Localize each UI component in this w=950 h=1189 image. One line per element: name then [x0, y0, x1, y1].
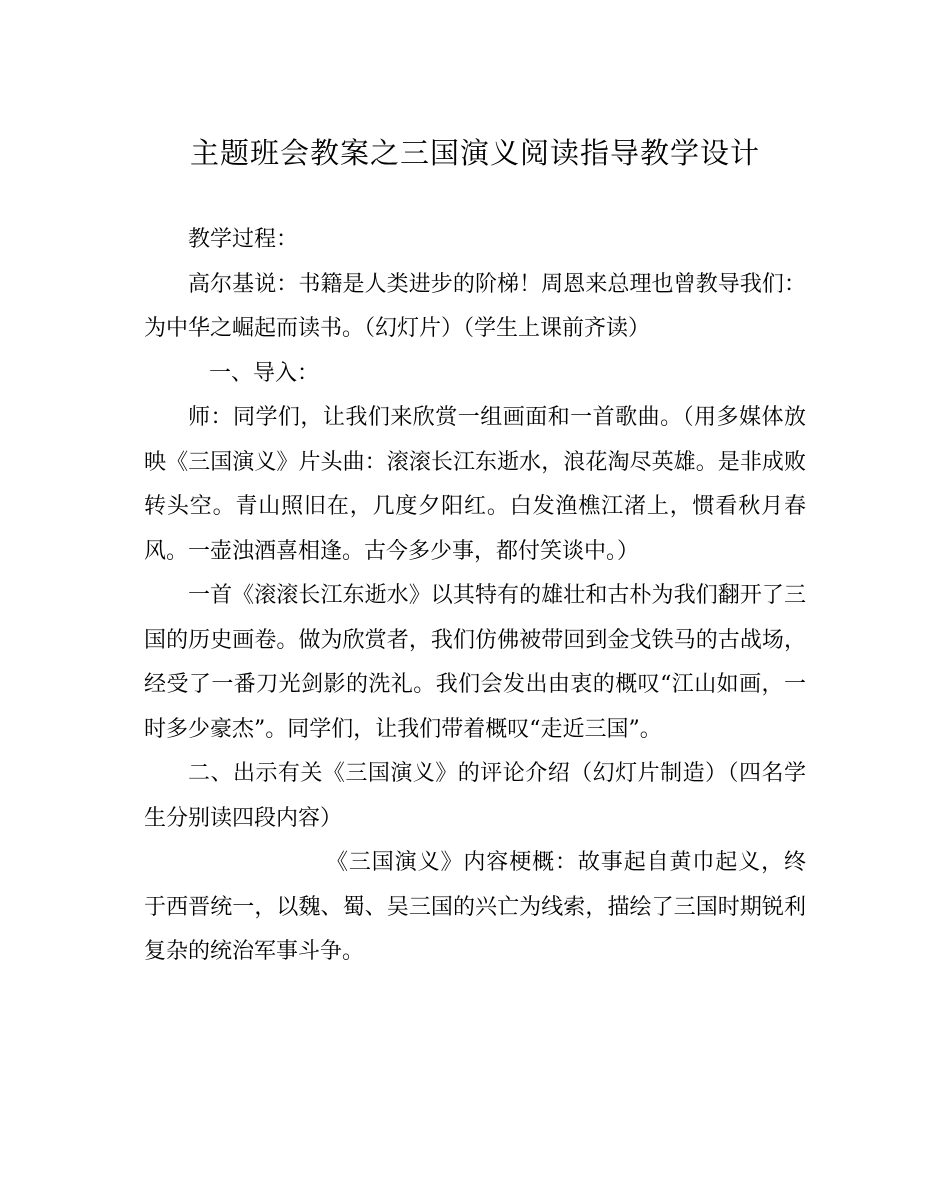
document-title: 主题班会教案之三国演义阅读指导教学设计 — [189, 136, 760, 170]
document-body — [144, 218, 806, 975]
paragraph-teacher-intro: 师：同学们，让我们来欣赏一组画面和一首歌曲。（用多媒体放映《三国演义》片头曲：滚滚长江东逝水，浪花淘尽英雄。是非成败转头空。青山照旧在，几度夕阳红。白发渔樵江渚上，惯看秋月春风。一壶浊酒喜相逢。古今多少事，都付笑谈中。） — [144, 405, 806, 564]
paragraph-section-introduction: 一、导入： — [209, 360, 320, 386]
paragraph-process-heading: 教学过程： — [188, 227, 299, 252]
paragraph-section-reviews: 二、出示有关《三国演义》的评论介绍（幻灯片制造）（四名学生分别读四段内容） — [144, 761, 806, 831]
paragraph-content-summary: 《三国演义》内容梗概：故事起自黄巾起义，终于西晋统一，以魏、蜀、吴三国的兴亡为线索，描绘了三国时期锐利复杂的统治军事斗争。 — [144, 850, 806, 964]
paragraph-song-commentary: 一首《滚滚长江东逝水》以其特有的雄壮和古朴为我们翻开了三国的历史画卷。做为欣赏者，我们仿佛被带回到金戈铁马的古战场，经受了一番刀光剑影的洗礼。我们会发出由衷的概叹“江山如画，一时多少豪杰”。同学们，让我们带着概叹“走近三国”。 — [144, 583, 806, 742]
paragraph-quote: 高尔基说：书籍是人类进步的阶梯！周恩来总理也曾教导我们：为中华之崛起而读书。（幻灯片）（学生上课前齐读） — [144, 271, 806, 341]
